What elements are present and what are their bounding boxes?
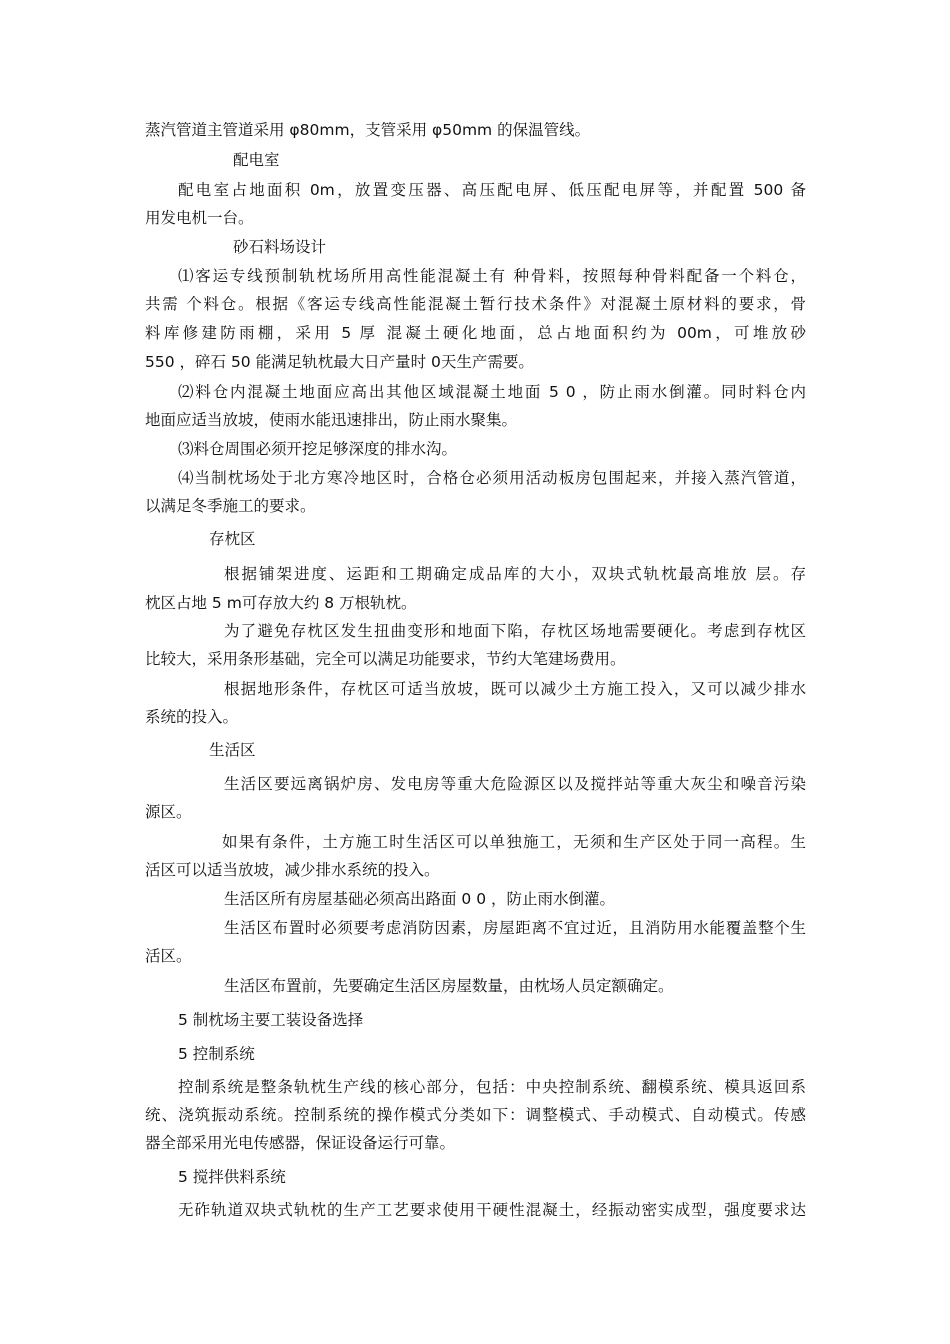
text-line: 生活区要远离锅炉房、发电房等重大危险源区以及搅拌站等重大灰尘和噪音污染 <box>224 775 806 793</box>
text-line: 以满足冬季施工的要求。 <box>145 497 316 515</box>
text-line: 料库修建防雨棚，采用 5 厚 混凝土硬化地面，总占地面积约为 00m，可堆放砂 <box>145 324 806 342</box>
section-heading: 5 搅拌供料系统 <box>178 1168 286 1186</box>
text-line: 配电室占地面积 0m，放置变压器、高压配电屏、低压配电屏等，并配置 500 备 <box>178 181 806 199</box>
text-line: 系统的投入。 <box>145 708 239 726</box>
text-line: 地面应适当放坡，使雨水能迅速排出，防止雨水聚集。 <box>145 411 518 429</box>
text-line: 根据铺架进度、运距和工期确定成品库的大小，双块式轨枕最高堆放 层。存 <box>224 565 806 583</box>
text-line: 活区可以适当放坡，减少排水系统的投入。 <box>145 861 440 879</box>
text-line: ⑵料仓内混凝土地面应高出其他区域混凝土地面 5 0 ，防止雨水倒灌。同时料仓内 <box>178 383 806 401</box>
section-heading: 存枕区 <box>209 530 256 548</box>
text-line: 如果有条件，土方施工时生活区可以单独施工，无须和生产区处于同一高程。生 <box>222 833 806 851</box>
text-line: ⑶料仓周围必须开挖足够深度的排水沟。 <box>178 440 458 458</box>
text-line: 为了避免存枕区发生扭曲变形和地面下陷，存枕区场地需要硬化。考虑到存枕区 <box>224 622 806 640</box>
text-line: 根据地形条件，存枕区可适当放坡，既可以减少土方施工投入，又可以减少排水 <box>224 680 806 698</box>
text-line: ⑴客运专线预制轨枕场所用高性能混凝土有 种骨料，按照每种骨料配备一个料仓， <box>178 267 806 285</box>
text-line: 源区。 <box>145 803 192 821</box>
text-line: 控制系统是整条轨枕生产线的核心部分，包括：中央控制系统、翻模系统、模具返回系 <box>178 1078 806 1096</box>
section-heading: 生活区 <box>209 741 256 759</box>
section-heading: 5 控制系统 <box>178 1045 255 1063</box>
text-line: 用发电机一台。 <box>145 209 254 227</box>
section-heading: 配电室 <box>233 151 280 169</box>
text-line: 活区。 <box>145 947 192 965</box>
text-line: 无砟轨道双块式轨枕的生产工艺要求使用干硬性混凝土，经振动密实成型，强度要求达 <box>178 1201 806 1219</box>
text-line: 生活区布置时必须要考虑消防因素，房屋距离不宜过近，且消防用水能覆盖整个生 <box>224 919 806 937</box>
text-line: 蒸汽管道主管道采用 φ80mm，支管采用 φ50mm 的保温管线。 <box>145 121 591 139</box>
text-line: 比较大，采用条形基础，完全可以满足功能要求，节约大笔建场费用。 <box>145 650 626 668</box>
section-heading: 砂石料场设计 <box>233 238 327 256</box>
text-line: 器全部采用光电传感器，保证设备运行可靠。 <box>145 1134 456 1152</box>
text-line: 统、浇筑振动系统。控制系统的操作模式分类如下：调整模式、手动模式、自动模式。传感 <box>145 1106 806 1124</box>
text-line: ⑷当制枕场处于北方寒冷地区时，合格仓必须用活动板房包围起来，并接入蒸汽管道， <box>178 469 806 487</box>
text-line: 生活区布置前，先要确定生活区房屋数量，由枕场人员定额确定。 <box>224 977 674 995</box>
text-line: 枕区占地 5 m可存放大约 8 万根轨枕。 <box>145 594 417 612</box>
text-line: 550 ，碎石 50 能满足轨枕最大日产量时 0天生产需要。 <box>145 353 534 371</box>
text-line: 生活区所有房屋基础必须高出路面 0 0 ，防止雨水倒灌。 <box>224 890 616 908</box>
text-line: 共需 个料仓。根据《客运专线高性能混凝土暂行技术条件》对混凝土原材料的要求，骨 <box>145 295 806 313</box>
section-heading: 5 制枕场主要工装设备选择 <box>178 1011 364 1029</box>
